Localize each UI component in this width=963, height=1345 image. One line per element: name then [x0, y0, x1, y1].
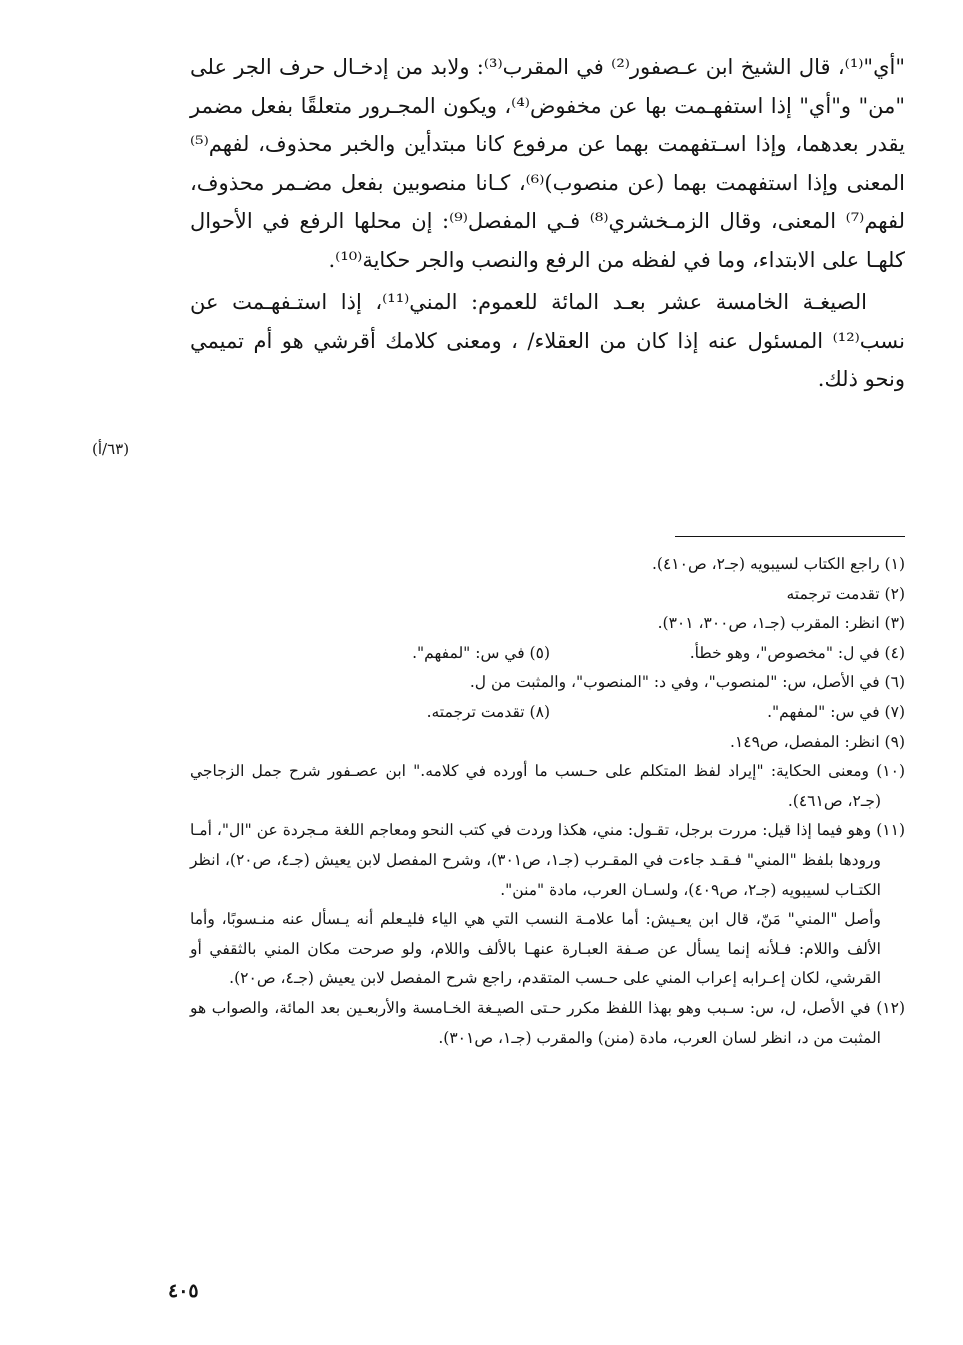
footnotes — [190, 550, 905, 1053]
main-text — [190, 48, 905, 403]
footnote-10: (١٠) ومعنى الحكاية: "إيراد لفظ المتكلم على حـسب ما أورده في كلامه." ابن عصـفور شرح جمل الزجاجي (جـ٢، ص٤٦١). — [190, 762, 905, 810]
footnote-row-4-5 — [190, 639, 905, 669]
paragraph-2: الصيغـة الخامسة عشر بعـد المائة للعموم: المني⁽¹¹⁾، إذا استـفهـمت عن نسب⁽¹²⁾ المسئول عنه إذا كان من العقلاء/ ، ومعنى كلامك أقرشي هو أم تميمي ونحو ذلك. — [190, 290, 905, 391]
footnote-2: (٢) تقدمت ترجمته — [786, 584, 905, 603]
margin-folio-note: (٦٣/أ) — [92, 440, 130, 458]
footnote-8: (٨) تقدمت ترجمته. — [426, 702, 550, 721]
footnote-1: (١) راجع الكتاب لسيبويه (جـ٢، ص٤١٠). — [651, 555, 905, 573]
footnote-row-7-8 — [190, 698, 905, 728]
footnote-3: (٣) انظر: المقرب (جـ١، ص٣٠٠، ٣٠١). — [657, 614, 905, 633]
footnote-11: (١١) وهو فيما إذا قيل: مررت برجل، تقـول: مني، هكذا وردت في كتب النحو ومعاجم اللغة مـجردة عن "ال"، أمـا ورودها بلفظ "المني" فـقـد جاءت في المقـرب (جـ١، ص٣٠١)، وشرح المفصل لابن يعيش (جـ٤، ص٢٠)، انظر الكتـاب لسيبويه (جـ٢، ص٤٠٩)، ولسـان العرب، مادة "منن". — [190, 821, 905, 899]
footnote-12: (١٢) في الأصل، ل، س: سـبب وهو بهذا اللفظ مكرر حـتى الصيـغة الخـامسة والأربعـين بعد المائة، والصواب هو المثبت من د، انظر لسان العرب، مادة (منن) والمقرب (جـ١، ص٣٠١). — [190, 998, 905, 1047]
footnote-7: (٧) في س: "لمفهم". — [767, 702, 905, 721]
footnote-separator — [675, 536, 905, 537]
footnote-4: (٤) في ل: "مخصوص"، وهو خطأ. — [689, 643, 905, 662]
footnote-6: (٦) في الأصل، س: "لمنصوب"، وفي د: "المنصوب"، والمثبت من ل. — [469, 673, 905, 692]
footnote-11-continuation: وأصل "المني" مَنّ، قال ابن يعـيش: أما علامـة النسب التي هي الياء فليـعلم أنه يـسأل عنه منـسوبًا، وأما الألف واللام: فـلأنه إنما يسأل عن صـفة العبـارة عنهـا بالألف واللام، ولو صرحت مكان المني بالثقفي أو القرشي، لكان إعـرابه إعراب المني على حـسب المتقدم، راجع شرح المفصل لابن يعيش (جـ٤، ص٢٠). — [190, 910, 881, 988]
footnote-9: (٩) انظر: المفصل، ص١٤٩. — [729, 732, 905, 751]
page-number: ٤٠٥ — [168, 1280, 199, 1302]
paragraph-1: "أي"⁽¹⁾، قال الشيخ ابن عـصفور⁽²⁾ في المقرب⁽³⁾: ولابد من إدخـال حرف الجر على "من" و"أي" إذا استفهـمت بها عن مخفوض⁽⁴⁾، ويكون المجـرور متعلقًا بفعل مضمر يقدر بعدهما، وإذا اسـتفهمت بهما عن مرفوع كانا مبتدأين والخبر محذوف، لفهم⁽⁵⁾ المعنى وإذا استفهمت بهما (عن منصوب)⁽⁶⁾، كـانا منصوبين بفعل مضـمر محذوف، لفهم⁽⁷⁾ المعنى، وقال الزمـخشري⁽⁸⁾ فـي المفصل⁽⁹⁾: إن محلها الرفع في الأحوال كلهـا على الابتداء، وما في لفظه من الرفع والنصب والجر حكاية⁽¹⁰⁾. — [190, 55, 906, 272]
footnote-5: (٥) في س: "لمفهم". — [412, 643, 550, 662]
